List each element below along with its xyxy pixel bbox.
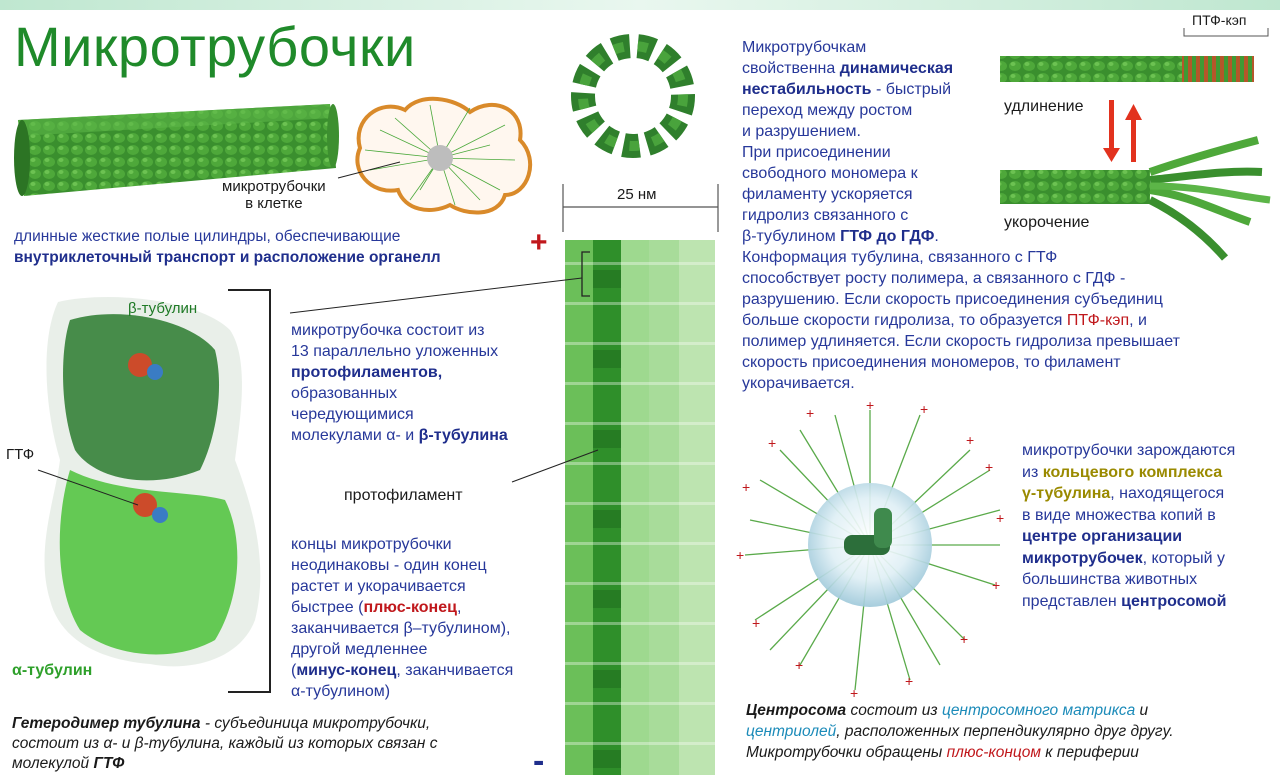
cen-gamma-tubulin: γ-тубулина <box>1022 485 1111 502</box>
svg-text:+: + <box>768 435 777 451</box>
plus-end-sign: + <box>530 226 548 259</box>
dyn-line9: гидролиз связанного с <box>742 207 909 224</box>
cen-matrix-term: центросомного матрикса <box>941 702 1136 719</box>
cen-centrioles-term: центриолей <box>746 723 837 740</box>
beta-tubulin-label: β-тубулин <box>128 300 198 317</box>
cen-caption-term: Центросома <box>746 702 847 719</box>
dyn-line17: укорачивается. <box>742 375 855 392</box>
dyn-line1: Микротрубочкам <box>742 39 867 56</box>
cen-caption-3a: Микротрубочки обращены <box>746 744 947 761</box>
cen-mtoc: микротрубочек <box>1022 549 1143 567</box>
ends-line3: растет и укорачивается <box>291 578 466 595</box>
structure-line5: чередующимися <box>291 406 414 423</box>
page-title: Микротрубочки <box>14 15 416 78</box>
diameter-label: 25 нм <box>617 186 657 203</box>
structure-text <box>291 320 508 446</box>
dyn-line3-end: - быстрый <box>871 81 952 98</box>
svg-text:+: + <box>736 547 745 563</box>
dyn-line2-start: свойственна <box>742 60 840 77</box>
dyn-line14-start: больше скорости гидролиза, то образуется <box>742 312 1067 329</box>
ends-line4-start: быстрее ( <box>291 599 364 616</box>
cen-ring-complex: кольцевого комплекса <box>1042 463 1223 481</box>
caption-line3-start: молекулой <box>12 755 94 772</box>
cen-caption-2b: , расположенных перпендикулярно друг другу. <box>836 723 1174 740</box>
dyn-gtp-gdp: ГТФ до ГДФ <box>840 228 935 245</box>
svg-text:+: + <box>960 631 969 647</box>
minus-end-term: минус-конец <box>296 662 397 679</box>
svg-text:+: + <box>920 401 929 417</box>
cell-label <box>222 178 326 212</box>
cell-label-line1: микротрубочки <box>222 178 326 195</box>
shortening-label: укорочение <box>1004 214 1090 231</box>
elongation-label: удлинение <box>1004 98 1084 115</box>
caption-gtp: ГТФ <box>93 755 125 772</box>
cell-illustration <box>338 99 530 213</box>
description-line1: длинные жесткие полые цилиндры, обеспечивающие <box>14 228 401 245</box>
vertical-microtubule <box>565 240 715 775</box>
structure-line3: протофиламентов, <box>291 364 443 381</box>
dyn-line7: свободного мономера к <box>742 165 918 182</box>
dyn-line5: и разрушением. <box>742 123 861 140</box>
centrosome-illustration <box>736 397 1004 701</box>
dyn-line2 <box>742 58 1180 79</box>
cen-line3 <box>1022 483 1235 505</box>
ends-line7-start: ( <box>291 662 297 679</box>
cen-caption-1b: состоит из <box>846 702 942 719</box>
ends-line8: α-тубулином) <box>291 683 391 700</box>
svg-text:+: + <box>992 577 1001 593</box>
cen-line8-start: представлен <box>1022 592 1122 610</box>
cen-line7: большинства животных <box>1022 571 1198 588</box>
cen-line2 <box>1022 462 1235 484</box>
protofilament-label: протофиламент <box>344 487 463 504</box>
ends-line4-end: , <box>456 599 462 616</box>
dyn-line12: способствует росту полимера, а связанного с ГДФ - <box>742 270 1126 287</box>
plus-end-term: плюс-конец <box>363 599 457 616</box>
cen-caption-line3 <box>746 742 1174 763</box>
dyn-line13: разрушению. Если скорость присоединения субъединиц <box>742 291 1163 308</box>
cen-line1: микротрубочки зарождаются <box>1022 442 1236 459</box>
dyn-cap-term: ПТФ-кэп <box>1066 312 1130 329</box>
cell-label-line2: в клетке <box>245 195 303 212</box>
svg-text:+: + <box>866 397 875 413</box>
cen-line8 <box>1022 591 1235 613</box>
svg-text:+: + <box>850 685 859 701</box>
ends-line7 <box>291 660 513 681</box>
dyn-line8: филаменту ускоряется <box>742 186 913 203</box>
svg-text:+: + <box>795 657 804 673</box>
ends-line2: неодинаковы - один конец <box>291 557 487 574</box>
cap-label: ПТФ-кэп <box>1192 12 1247 28</box>
structure-line1: микротрубочка состоит из <box>291 322 485 339</box>
description-line2: внутриклеточный транспорт и расположение органелл <box>14 249 441 266</box>
alpha-tubulin-label: α-тубулин <box>12 662 93 679</box>
dyn-line4: переход между ростом <box>742 102 913 119</box>
cen-line6 <box>1022 548 1235 570</box>
structure-line6 <box>291 425 508 446</box>
caption-line2: состоит из α- и β-тубулина, каждый из которых связан с <box>12 735 438 752</box>
centrosome-caption <box>746 700 1174 763</box>
heterodimer-caption <box>12 714 437 774</box>
structure-line6-start: молекулами α- и <box>291 427 419 444</box>
dyn-line6: При присоединении <box>742 144 891 161</box>
dyn-line14-end: , и <box>1129 312 1147 329</box>
ends-line6: другой медленнее <box>291 641 428 658</box>
svg-text:+: + <box>996 510 1005 526</box>
cen-caption-1d: и <box>1135 702 1149 719</box>
svg-text:+: + <box>806 405 815 421</box>
cen-line4: в виде множества копий в <box>1022 506 1216 524</box>
dyn-line11: Конформация тубулина, связанного с ГТФ <box>742 249 1058 266</box>
svg-text:+: + <box>742 479 751 495</box>
cen-caption-line2 <box>746 721 1174 742</box>
cen-line3-end: , находящегося <box>1110 485 1225 502</box>
caption-term: Гетеродимер тубулина <box>12 715 201 732</box>
dyn-line10-start: β-тубулином <box>742 228 841 245</box>
ends-line1: концы микротрубочки <box>291 536 452 553</box>
cen-centrosome-term: центросомой <box>1121 592 1227 610</box>
svg-text:+: + <box>905 673 914 689</box>
description-block <box>14 226 441 268</box>
dyn-term-2: нестабильность <box>742 81 872 98</box>
cen-plus-end-term: плюс-концом <box>946 744 1041 761</box>
cen-line6-end: , который у <box>1142 549 1226 567</box>
dyn-term-1: динамическая <box>839 60 954 77</box>
cross-section-ring <box>583 46 683 146</box>
minus-end-sign: - <box>533 742 545 780</box>
cen-caption-line1 <box>746 700 1174 721</box>
caption-line1-rest: - субъединица микротрубочки, <box>200 715 431 732</box>
cen-line5: центре организации <box>1022 528 1183 545</box>
ends-text <box>291 534 513 702</box>
dyn-line15: полимер удлиняется. Если скорость гидролиза превышает <box>742 333 1180 350</box>
svg-text:+: + <box>966 432 975 448</box>
caption-line1 <box>12 714 437 734</box>
svg-text:+: + <box>752 615 761 631</box>
dyn-line10-end: . <box>934 228 939 245</box>
svg-text:+: + <box>985 459 994 475</box>
centrosome-text <box>1022 440 1235 612</box>
structure-line4: образованных <box>291 385 398 402</box>
cen-line2-start: из <box>1022 463 1043 481</box>
structure-line6-term: β-тубулина <box>418 427 508 444</box>
dyn-line10 <box>742 226 1180 247</box>
gtp-label: ГТФ <box>6 446 35 463</box>
dyn-line14 <box>742 310 1180 331</box>
dyn-line3 <box>742 79 1180 100</box>
ends-line5: заканчивается β–тубулином), <box>291 620 511 637</box>
dynamics-text <box>742 37 1180 394</box>
caption-line3 <box>12 754 437 774</box>
dyn-line16: скорость присоединения мономеров, то филамент <box>742 354 1121 371</box>
heterodimer-illustration <box>38 297 260 666</box>
structure-line2: 13 параллельно уложенных <box>291 343 499 360</box>
ends-line7-end: , заканчивается <box>396 662 514 679</box>
ends-line4 <box>291 597 513 618</box>
cen-caption-3c: к периферии <box>1041 744 1139 761</box>
